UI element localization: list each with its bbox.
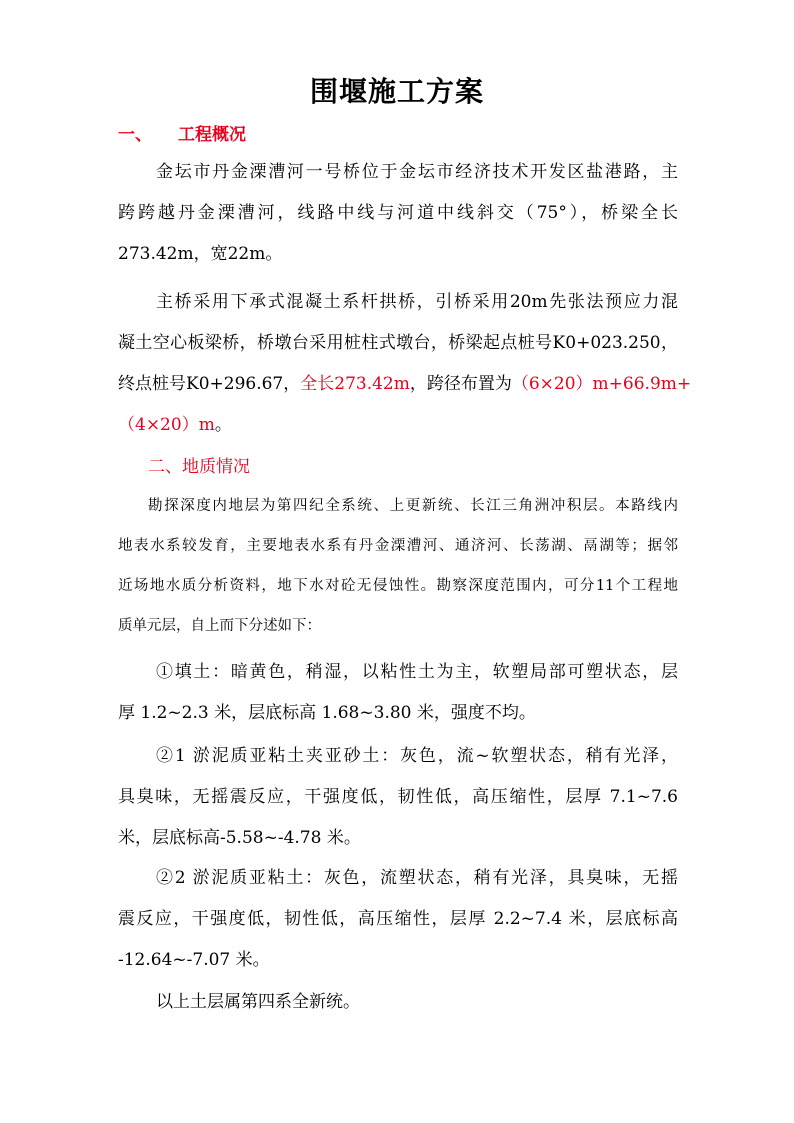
highlighted-text: 全长273.42m xyxy=(300,374,410,394)
text-line: 厚 1.2~2.3 米，层底标高 1.68~3.80 米，强度不均。 xyxy=(118,703,536,723)
overview-paragraph-2 xyxy=(118,282,692,446)
layer-1-paragraph xyxy=(118,652,678,734)
text-line: 质单元层，自上而下分述如下： xyxy=(118,618,321,634)
layer-2-2-paragraph xyxy=(118,858,678,981)
text-line-mixed xyxy=(118,364,692,405)
document-title: 围堰施工方案 xyxy=(309,75,484,108)
geology-intro-paragraph xyxy=(118,486,678,646)
text-line: ②1 淤泥质亚粘土夹亚砂土：灰色，流~软塑状态，稍有光泽， xyxy=(156,746,678,766)
text-line: 勘探深度内地层为第四纪全系统、上更新统、长江三角洲冲积层。本路线内 xyxy=(148,498,678,514)
section-title: 工程概况 xyxy=(178,125,246,145)
text-line: -12.64~-7.07 米。 xyxy=(118,950,270,970)
text-run: ，跨径布置为 xyxy=(409,374,512,394)
closing-paragraph xyxy=(118,982,678,1023)
text-run: 。 xyxy=(214,415,232,435)
text-line: 凝土空心板梁桥，桥墩台采用桩柱式墩台，桥梁起点桩号K0+023.250， xyxy=(118,333,678,353)
text-line: 米，层底标高-5.58~-4.78 米。 xyxy=(118,828,361,848)
section-number: 一、 xyxy=(118,125,152,145)
text-line: 主桥采用下承式混凝土系杆拱桥，引桥采用20m先张法预应力混 xyxy=(156,292,678,312)
text-line: 跨跨越丹金溧漕河，线路中线与河道中线斜交（75°），桥梁全长 xyxy=(118,203,678,223)
text-line: ①填土：暗黄色，稍湿，以粘性土为主，软塑局部可塑状态，层 xyxy=(156,662,678,682)
text-line: 震反应，干强度低，韧性低，高压缩性，层厚 2.2~7.4 米，层底标高 xyxy=(118,909,678,929)
section-heading-geology: 二、地质情况 xyxy=(148,457,250,477)
highlighted-text: （4×20）m xyxy=(118,415,215,435)
text-line-mixed xyxy=(118,405,678,446)
highlighted-text: （6×20）m+66.9m+ xyxy=(511,374,692,394)
text-line: 金坛市丹金溧漕河一号桥位于金坛市经济技术开发区盐港路，主 xyxy=(156,162,678,182)
layer-2-1-paragraph xyxy=(118,736,678,859)
text-line: 以上土层属第四系全新统。 xyxy=(156,992,360,1012)
text-line: 地表水系较发育，主要地表水系有丹金溧漕河、通济河、长荡湖、鬲湖等；据邻 xyxy=(118,538,678,554)
text-line: 具臭味，无摇震反应，干强度低，韧性低，高压缩性，层厚 7.1~7.6 xyxy=(118,787,678,807)
overview-paragraph-1 xyxy=(118,152,678,275)
text-line: 近场地水质分析资料，地下水对砼无侵蚀性。勘察深度范围内，可分11个工程地 xyxy=(118,578,678,594)
text-line: ②2 淤泥质亚粘土：灰色，流塑状态，稍有光泽，具臭味，无摇 xyxy=(156,868,678,888)
text-line: 273.42m，宽22m。 xyxy=(118,244,283,264)
text-run: 终点桩号K0+296.67， xyxy=(118,374,301,394)
section-heading-overview xyxy=(118,120,246,145)
